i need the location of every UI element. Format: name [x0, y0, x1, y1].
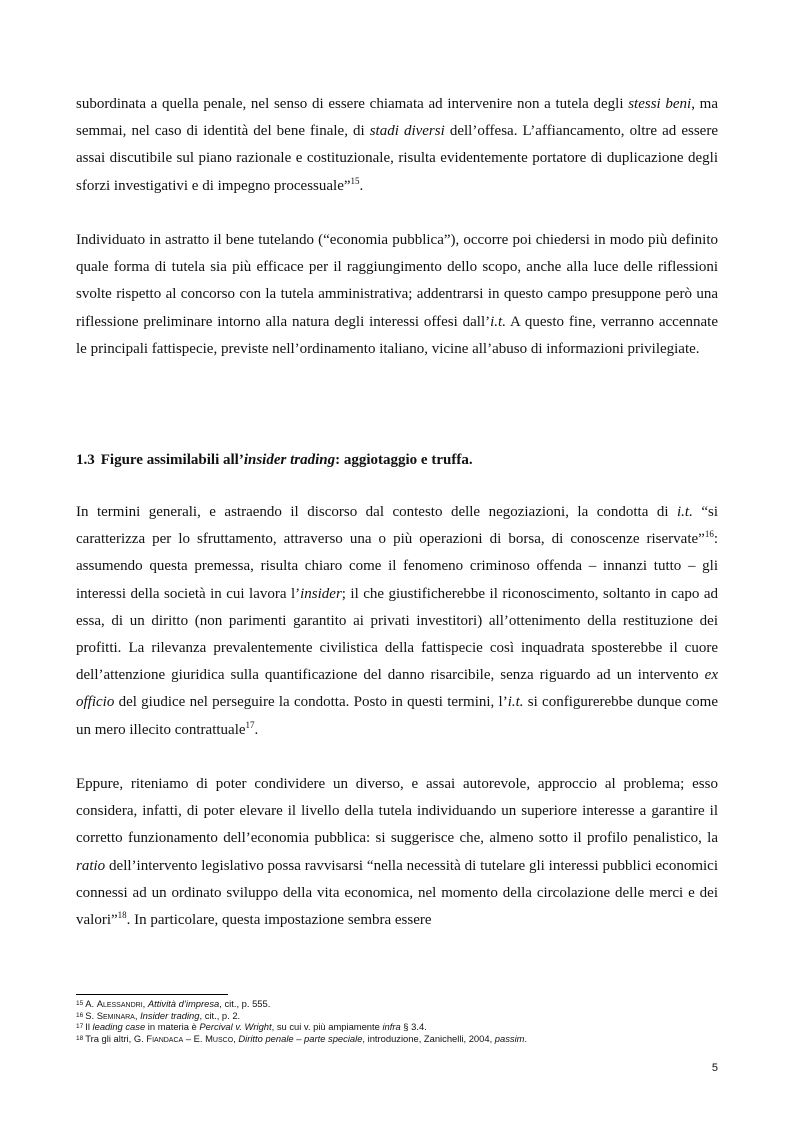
footnote-15: $^{15}$ A. Alessandri, Attività d’impresa, cit., p. 555.: [76, 998, 271, 1009]
footnotes: [76, 998, 718, 1044]
footnote-divider: [76, 994, 228, 995]
page-number: 5: [711, 1062, 718, 1074]
section-heading: 1.3 Figure assimilabili all’insider trading: aggiotaggio e truffa.: [76, 452, 473, 468]
footnote-16: $^{16}$ S. Seminara, Insider trading, cit., p. 2.: [76, 1009, 241, 1021]
paragraph-4: Eppure, riteniamo di poter condividere un diverso, e assai autorevole, approccio al problema; esso considera, infatti, di poter elevare il livello della tutela individuando un superiore interesse a garantire il corretto funzionamento dell’economia pubblica: si suggerisce che, almeno sotto il profilo penalistico, la ratio dell’intervento legislativo possa ravvisarsi “nella necessità di tutelare gli interessi pubblici economici connessi ad un ordinato sviluppo della vita economica, nel momento della circolazione delle merci e dei valori”$^{18}$. In particolare, questa impostazione sembra essere: [76, 776, 718, 929]
paragraph-2: Individuato in astratto il bene tutelando (“economia pubblica”), occorre poi chiedersi in modo più definito quale forma di tutela sia più efficace per il raggiungimento dello scopo, anche alla luce delle riflessioni svolte rispetto al concorso con la tutela amministrativa; addentrarsi in questo campo presuppone però una riflessione preliminare intorno alla natura degli interessi offesi dall’i.t. A questo fine, verranno accennate le principali fattispecie, previste nell’ordinamento italiano, vicine all’abuso di informazioni privilegiate.: [76, 232, 718, 357]
footnote-ref-17[interactable]: 17: [245, 719, 255, 730]
paragraph-3: In termini generali, e astraendo il discorso dal contesto delle negoziazioni, la condotta di i.t. “si caratterizza per lo sfruttamento, attraverso una o più operazioni di borsa, di conoscenze riservate”$^{16}$: assumendo questa premessa, risulta chiaro come il fenomeno criminoso offenda – innanzi tutto – gli interessi della società in cui lavora l’insider; il che giustificherebbe il riconoscimento, soltanto in capo ad essa, di un diritto (non parimenti garantito ai privati investitori) all’ottenimento della restituzione dei profitti. La rilevanza prevalentemente civilistica della fattispecie così inquadrata sposterebbe il cuore dell’attenzione giuridica sulla quantificazione del danno risarcibile, senza riguardo ad un intervento ex officio del giudice nel perseguire la condotta. Posto in questi termini, l’i.t. si configurerebbe dunque come un mero illecito contrattuale$^{17}$.: [76, 504, 718, 738]
footnote-18: $^{18}$ Tra gli altri, G. Fiandaca – E. Musco, Diritto penale – parte speciale, introduzione, Zanichelli, 2004, passim.: [76, 1032, 528, 1044]
footnote-ref-18[interactable]: 18: [117, 910, 127, 921]
paragraph-1: subordinata a quella penale, nel senso di essere chiamata ad intervenire non a tutela degli stessi beni, ma semmai, nel caso di identità del bene finale, di stadi diversi dell’offesa. L’affiancamento, oltre ad essere assai discutibile sul piano razionale e costituzionale, risulta evidentemente portatore di duplicazione degli sforzi investigativi e di impegno processuale”$^{15}$.: [76, 96, 718, 194]
footnote-ref-15[interactable]: 15: [350, 175, 360, 186]
footnote-ref-16[interactable]: 16: [704, 529, 714, 540]
footnote-17: $^{17}$ Il leading case in materia è Percival v. Wright, su cui v. più ampiamente infra § 3.4.: [76, 1021, 427, 1033]
